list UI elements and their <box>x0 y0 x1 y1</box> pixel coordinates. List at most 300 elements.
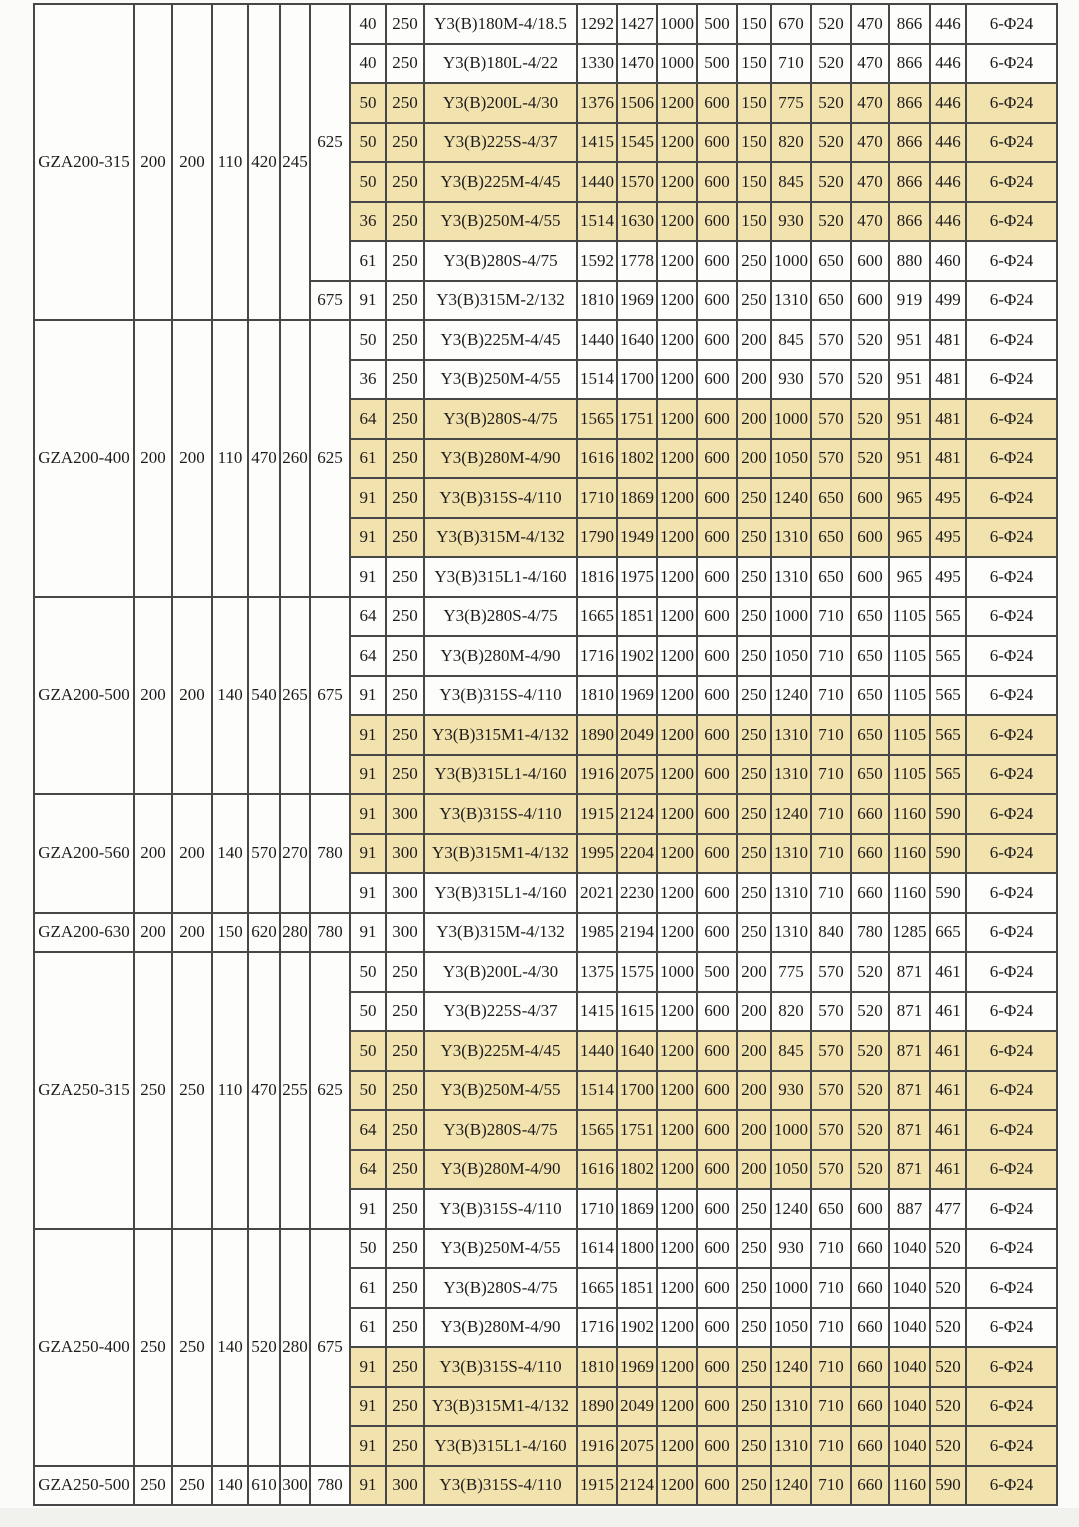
motor-cell: Y3(B)200L-4/30 <box>424 952 577 992</box>
dim-cell: 675 <box>310 281 350 321</box>
value-cell: 710 <box>811 834 851 874</box>
value-cell: 1050 <box>771 1308 811 1348</box>
value-cell: 1200 <box>657 873 697 913</box>
value-cell: 481 <box>930 439 966 479</box>
value-cell: 600 <box>697 1426 737 1466</box>
value-cell: 6-Φ24 <box>966 1150 1057 1190</box>
value-cell: 91 <box>350 873 386 913</box>
value-cell: 1665 <box>577 597 617 637</box>
value-cell: 461 <box>930 952 966 992</box>
value-cell: 1160 <box>889 873 930 913</box>
value-cell: 1000 <box>771 241 811 281</box>
value-cell: 40 <box>350 44 386 84</box>
value-cell: 250 <box>737 557 771 597</box>
value-cell: 710 <box>811 755 851 795</box>
value-cell: 866 <box>889 4 930 44</box>
value-cell: 6-Φ24 <box>966 202 1057 242</box>
dim-cell: 780 <box>310 1466 350 1506</box>
value-cell: 1969 <box>617 1347 657 1387</box>
value-cell: 470 <box>851 4 889 44</box>
value-cell: 520 <box>811 123 851 163</box>
value-cell: 250 <box>737 755 771 795</box>
value-cell: 300 <box>386 913 424 953</box>
value-cell: 6-Φ24 <box>966 1308 1057 1348</box>
value-cell: 250 <box>737 1426 771 1466</box>
value-cell: 50 <box>350 162 386 202</box>
value-cell: 710 <box>811 1308 851 1348</box>
value-cell: 50 <box>350 1229 386 1269</box>
dim-cell: 200 <box>134 913 172 953</box>
value-cell: 1200 <box>657 1308 697 1348</box>
value-cell: 1969 <box>617 281 657 321</box>
value-cell: 1200 <box>657 992 697 1032</box>
value-cell: 1330 <box>577 44 617 84</box>
table-row <box>34 4 1057 44</box>
value-cell: 1310 <box>771 715 811 755</box>
value-cell: 871 <box>889 1150 930 1190</box>
dim-cell: 625 <box>310 320 350 597</box>
value-cell: 1545 <box>617 123 657 163</box>
motor-cell: Y3(B)225M-4/45 <box>424 162 577 202</box>
value-cell: 600 <box>697 1387 737 1427</box>
value-cell: 1200 <box>657 1426 697 1466</box>
value-cell: 250 <box>386 636 424 676</box>
table-row <box>34 1229 1057 1269</box>
value-cell: 650 <box>851 715 889 755</box>
value-cell: 600 <box>697 439 737 479</box>
value-cell: 1050 <box>771 1150 811 1190</box>
value-cell: 600 <box>697 873 737 913</box>
motor-cell: Y3(B)280S-4/75 <box>424 399 577 439</box>
model-cell: GZA200-400 <box>34 320 134 597</box>
value-cell: 150 <box>737 123 771 163</box>
value-cell: 1040 <box>889 1426 930 1466</box>
motor-cell: Y3(B)225S-4/37 <box>424 992 577 1032</box>
value-cell: 50 <box>350 1071 386 1111</box>
value-cell: 1200 <box>657 1387 697 1427</box>
value-cell: 650 <box>811 557 851 597</box>
value-cell: 1700 <box>617 360 657 400</box>
value-cell: 1105 <box>889 636 930 676</box>
value-cell: 6-Φ24 <box>966 360 1057 400</box>
value-cell: 250 <box>386 1071 424 1111</box>
motor-cell: Y3(B)315L1-4/160 <box>424 557 577 597</box>
value-cell: 64 <box>350 399 386 439</box>
value-cell: 6-Φ24 <box>966 1110 1057 1150</box>
dim-cell: 300 <box>280 1466 310 1506</box>
value-cell: 200 <box>737 439 771 479</box>
dim-cell: 250 <box>172 952 212 1229</box>
value-cell: 1200 <box>657 123 697 163</box>
table-row <box>34 597 1057 637</box>
value-cell: 1630 <box>617 202 657 242</box>
value-cell: 1716 <box>577 636 617 676</box>
value-cell: 600 <box>697 162 737 202</box>
value-cell: 520 <box>930 1229 966 1269</box>
spec-table <box>33 3 1058 1506</box>
value-cell: 6-Φ24 <box>966 992 1057 1032</box>
value-cell: 470 <box>851 202 889 242</box>
dim-cell: 200 <box>172 320 212 597</box>
dim-cell: 470 <box>248 952 280 1229</box>
value-cell: 1427 <box>617 4 657 44</box>
dim-cell: 200 <box>134 794 172 913</box>
value-cell: 1200 <box>657 241 697 281</box>
value-cell: 40 <box>350 4 386 44</box>
value-cell: 50 <box>350 320 386 360</box>
value-cell: 650 <box>851 597 889 637</box>
value-cell: 64 <box>350 636 386 676</box>
value-cell: 1310 <box>771 913 811 953</box>
value-cell: 446 <box>930 202 966 242</box>
value-cell: 64 <box>350 1110 386 1150</box>
motor-cell: Y3(B)315S-4/110 <box>424 1347 577 1387</box>
value-cell: 6-Φ24 <box>966 241 1057 281</box>
value-cell: 6-Φ24 <box>966 44 1057 84</box>
value-cell: 6-Φ24 <box>966 162 1057 202</box>
value-cell: 600 <box>697 1189 737 1229</box>
value-cell: 6-Φ24 <box>966 518 1057 558</box>
value-cell: 1200 <box>657 1268 697 1308</box>
value-cell: 1751 <box>617 1110 657 1150</box>
value-cell: 600 <box>851 478 889 518</box>
value-cell: 565 <box>930 715 966 755</box>
value-cell: 600 <box>697 1110 737 1150</box>
value-cell: 250 <box>386 992 424 1032</box>
value-cell: 1200 <box>657 478 697 518</box>
value-cell: 250 <box>386 1308 424 1348</box>
dim-cell: 245 <box>280 4 310 320</box>
value-cell: 1949 <box>617 518 657 558</box>
value-cell: 250 <box>386 597 424 637</box>
value-cell: 650 <box>851 676 889 716</box>
dim-cell: 140 <box>212 1466 248 1506</box>
value-cell: 250 <box>737 241 771 281</box>
value-cell: 250 <box>386 715 424 755</box>
model-cell: GZA250-400 <box>34 1229 134 1466</box>
value-cell: 500 <box>697 4 737 44</box>
value-cell: 1869 <box>617 1189 657 1229</box>
value-cell: 1565 <box>577 1110 617 1150</box>
value-cell: 590 <box>930 1466 966 1506</box>
model-cell: GZA250-315 <box>34 952 134 1229</box>
value-cell: 6-Φ24 <box>966 834 1057 874</box>
value-cell: 250 <box>386 320 424 360</box>
value-cell: 710 <box>811 636 851 676</box>
value-cell: 1716 <box>577 1308 617 1348</box>
value-cell: 36 <box>350 360 386 400</box>
value-cell: 600 <box>697 1150 737 1190</box>
value-cell: 64 <box>350 1150 386 1190</box>
dim-cell: 540 <box>248 597 280 795</box>
value-cell: 1310 <box>771 755 811 795</box>
value-cell: 1200 <box>657 597 697 637</box>
value-cell: 500 <box>697 952 737 992</box>
value-cell: 520 <box>811 4 851 44</box>
value-cell: 1440 <box>577 162 617 202</box>
dim-cell: 420 <box>248 4 280 320</box>
value-cell: 200 <box>737 360 771 400</box>
value-cell: 1200 <box>657 1347 697 1387</box>
value-cell: 481 <box>930 360 966 400</box>
value-cell: 250 <box>737 1347 771 1387</box>
value-cell: 1240 <box>771 478 811 518</box>
value-cell: 600 <box>697 913 737 953</box>
value-cell: 250 <box>386 1110 424 1150</box>
value-cell: 1816 <box>577 557 617 597</box>
value-cell: 6-Φ24 <box>966 439 1057 479</box>
value-cell: 461 <box>930 1071 966 1111</box>
value-cell: 951 <box>889 360 930 400</box>
dim-cell: 200 <box>134 320 172 597</box>
dim-cell: 675 <box>310 597 350 795</box>
value-cell: 250 <box>737 676 771 716</box>
value-cell: 495 <box>930 557 966 597</box>
motor-cell: Y3(B)180M-4/18.5 <box>424 4 577 44</box>
motor-cell: Y3(B)280M-4/90 <box>424 1308 577 1348</box>
value-cell: 660 <box>851 1229 889 1269</box>
value-cell: 1200 <box>657 913 697 953</box>
value-cell: 930 <box>771 202 811 242</box>
value-cell: 1565 <box>577 399 617 439</box>
value-cell: 710 <box>811 1229 851 1269</box>
value-cell: 965 <box>889 557 930 597</box>
dim-cell: 570 <box>248 794 280 913</box>
value-cell: 2204 <box>617 834 657 874</box>
value-cell: 1506 <box>617 83 657 123</box>
value-cell: 50 <box>350 992 386 1032</box>
value-cell: 600 <box>851 241 889 281</box>
value-cell: 6-Φ24 <box>966 1268 1057 1308</box>
value-cell: 520 <box>811 162 851 202</box>
value-cell: 1310 <box>771 281 811 321</box>
value-cell: 250 <box>386 83 424 123</box>
dim-cell: 780 <box>310 794 350 913</box>
value-cell: 951 <box>889 320 930 360</box>
value-cell: 200 <box>737 1031 771 1071</box>
value-cell: 600 <box>851 1189 889 1229</box>
value-cell: 570 <box>811 1150 851 1190</box>
value-cell: 1040 <box>889 1347 930 1387</box>
motor-cell: Y3(B)315L1-4/160 <box>424 755 577 795</box>
value-cell: 570 <box>811 952 851 992</box>
value-cell: 6-Φ24 <box>966 952 1057 992</box>
value-cell: 919 <box>889 281 930 321</box>
value-cell: 1240 <box>771 1466 811 1506</box>
value-cell: 590 <box>930 834 966 874</box>
value-cell: 250 <box>386 478 424 518</box>
motor-cell: Y3(B)315M1-4/132 <box>424 1387 577 1427</box>
value-cell: 1200 <box>657 1229 697 1269</box>
value-cell: 1851 <box>617 597 657 637</box>
dim-cell: 140 <box>212 794 248 913</box>
value-cell: 150 <box>737 44 771 84</box>
dim-cell: 270 <box>280 794 310 913</box>
value-cell: 1240 <box>771 676 811 716</box>
value-cell: 1200 <box>657 281 697 321</box>
value-cell: 670 <box>771 4 811 44</box>
value-cell: 200 <box>737 992 771 1032</box>
value-cell: 500 <box>697 44 737 84</box>
value-cell: 250 <box>386 123 424 163</box>
value-cell: 1200 <box>657 834 697 874</box>
value-cell: 710 <box>811 597 851 637</box>
value-cell: 6-Φ24 <box>966 4 1057 44</box>
motor-cell: Y3(B)280M-4/90 <box>424 439 577 479</box>
value-cell: 871 <box>889 1110 930 1150</box>
value-cell: 1200 <box>657 202 697 242</box>
value-cell: 91 <box>350 1347 386 1387</box>
value-cell: 1415 <box>577 123 617 163</box>
value-cell: 250 <box>386 281 424 321</box>
motor-cell: Y3(B)315S-4/110 <box>424 676 577 716</box>
value-cell: 250 <box>737 715 771 755</box>
value-cell: 600 <box>697 794 737 834</box>
value-cell: 6-Φ24 <box>966 1229 1057 1269</box>
value-cell: 565 <box>930 597 966 637</box>
value-cell: 1514 <box>577 202 617 242</box>
value-cell: 650 <box>851 755 889 795</box>
dim-cell: 625 <box>310 4 350 281</box>
value-cell: 1200 <box>657 360 697 400</box>
value-cell: 710 <box>811 1426 851 1466</box>
motor-cell: Y3(B)200L-4/30 <box>424 83 577 123</box>
value-cell: 520 <box>851 952 889 992</box>
value-cell: 446 <box>930 4 966 44</box>
value-cell: 710 <box>771 44 811 84</box>
spec-table-body <box>34 4 1057 1505</box>
value-cell: 1310 <box>771 1426 811 1466</box>
value-cell: 1000 <box>657 952 697 992</box>
value-cell: 600 <box>697 1229 737 1269</box>
value-cell: 1200 <box>657 1189 697 1229</box>
value-cell: 250 <box>386 1426 424 1466</box>
value-cell: 446 <box>930 123 966 163</box>
value-cell: 2049 <box>617 715 657 755</box>
value-cell: 470 <box>851 162 889 202</box>
value-cell: 570 <box>811 320 851 360</box>
value-cell: 1470 <box>617 44 657 84</box>
value-cell: 520 <box>851 1031 889 1071</box>
value-cell: 871 <box>889 992 930 1032</box>
value-cell: 250 <box>737 1189 771 1229</box>
value-cell: 481 <box>930 399 966 439</box>
value-cell: 250 <box>386 439 424 479</box>
value-cell: 250 <box>737 1308 771 1348</box>
value-cell: 250 <box>737 913 771 953</box>
value-cell: 495 <box>930 518 966 558</box>
value-cell: 1616 <box>577 439 617 479</box>
value-cell: 6-Φ24 <box>966 557 1057 597</box>
value-cell: 6-Φ24 <box>966 1466 1057 1506</box>
value-cell: 250 <box>737 281 771 321</box>
value-cell: 2124 <box>617 794 657 834</box>
value-cell: 1310 <box>771 1387 811 1427</box>
value-cell: 1790 <box>577 518 617 558</box>
motor-cell: Y3(B)280S-4/75 <box>424 1268 577 1308</box>
value-cell: 1040 <box>889 1268 930 1308</box>
value-cell: 1665 <box>577 1268 617 1308</box>
value-cell: 866 <box>889 162 930 202</box>
value-cell: 200 <box>737 1150 771 1190</box>
value-cell: 660 <box>851 834 889 874</box>
value-cell: 461 <box>930 992 966 1032</box>
value-cell: 6-Φ24 <box>966 399 1057 439</box>
value-cell: 570 <box>811 360 851 400</box>
value-cell: 780 <box>851 913 889 953</box>
value-cell: 250 <box>737 1387 771 1427</box>
value-cell: 250 <box>386 44 424 84</box>
value-cell: 565 <box>930 636 966 676</box>
value-cell: 820 <box>771 123 811 163</box>
value-cell: 250 <box>737 1229 771 1269</box>
value-cell: 600 <box>697 399 737 439</box>
value-cell: 1592 <box>577 241 617 281</box>
value-cell: 570 <box>811 439 851 479</box>
value-cell: 660 <box>851 1308 889 1348</box>
value-cell: 250 <box>386 202 424 242</box>
motor-cell: Y3(B)280M-4/90 <box>424 636 577 676</box>
value-cell: 660 <box>851 1347 889 1387</box>
value-cell: 1000 <box>657 44 697 84</box>
value-cell: 250 <box>386 241 424 281</box>
value-cell: 6-Φ24 <box>966 913 1057 953</box>
value-cell: 91 <box>350 1387 386 1427</box>
value-cell: 250 <box>386 557 424 597</box>
value-cell: 660 <box>851 873 889 913</box>
value-cell: 1200 <box>657 636 697 676</box>
dim-cell: 200 <box>172 4 212 320</box>
dim-cell: 280 <box>280 1229 310 1466</box>
value-cell: 250 <box>737 518 771 558</box>
value-cell: 1200 <box>657 399 697 439</box>
value-cell: 250 <box>386 1031 424 1071</box>
value-cell: 951 <box>889 399 930 439</box>
value-cell: 150 <box>737 162 771 202</box>
value-cell: 1292 <box>577 4 617 44</box>
dim-cell: 520 <box>248 1229 280 1466</box>
value-cell: 1000 <box>771 1268 811 1308</box>
value-cell: 250 <box>386 952 424 992</box>
value-cell: 1160 <box>889 794 930 834</box>
value-cell: 600 <box>697 1268 737 1308</box>
value-cell: 61 <box>350 1308 386 1348</box>
motor-cell: Y3(B)315S-4/110 <box>424 1466 577 1506</box>
dim-cell: 110 <box>212 320 248 597</box>
value-cell: 1969 <box>617 676 657 716</box>
value-cell: 1810 <box>577 281 617 321</box>
value-cell: 250 <box>386 676 424 716</box>
value-cell: 520 <box>930 1308 966 1348</box>
value-cell: 1040 <box>889 1229 930 1269</box>
value-cell: 1040 <box>889 1387 930 1427</box>
value-cell: 600 <box>697 1466 737 1506</box>
value-cell: 930 <box>771 1229 811 1269</box>
value-cell: 866 <box>889 44 930 84</box>
value-cell: 600 <box>697 1071 737 1111</box>
value-cell: 2124 <box>617 1466 657 1506</box>
value-cell: 1200 <box>657 794 697 834</box>
value-cell: 600 <box>851 518 889 558</box>
value-cell: 570 <box>811 992 851 1032</box>
value-cell: 6-Φ24 <box>966 320 1057 360</box>
value-cell: 1916 <box>577 1426 617 1466</box>
value-cell: 1310 <box>771 518 811 558</box>
value-cell: 1802 <box>617 439 657 479</box>
value-cell: 1050 <box>771 636 811 676</box>
value-cell: 1105 <box>889 597 930 637</box>
value-cell: 1200 <box>657 162 697 202</box>
